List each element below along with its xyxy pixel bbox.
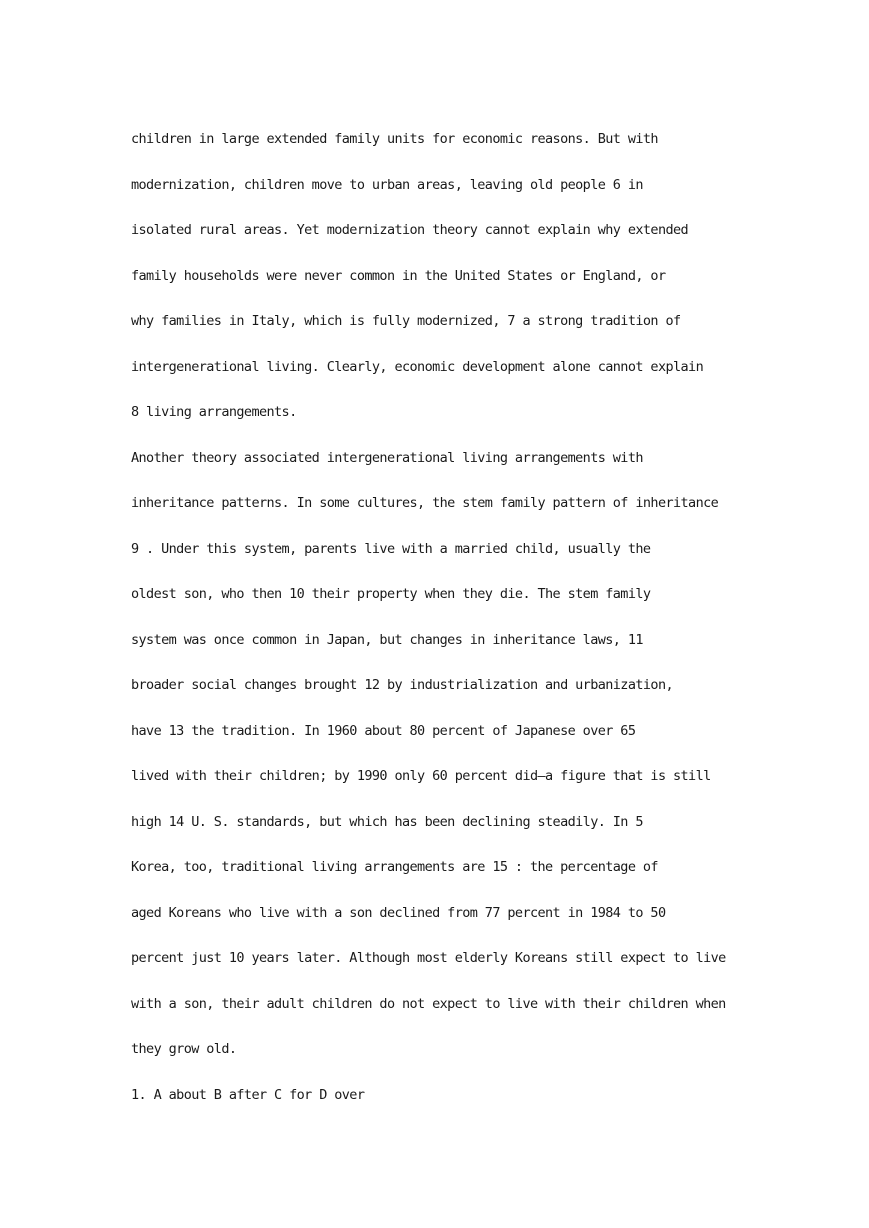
text-line: with a son, their adult children do not expect to live with their children when bbox=[131, 995, 726, 1012]
text-line: oldest son, who then 10 their property when they die. The stem family bbox=[131, 586, 651, 602]
paragraph-start-line: Another theory associated intergenerational living arrangements with bbox=[131, 449, 643, 466]
text-line: have 13 the tradition. In 1960 about 80 percent of Japanese over 65 bbox=[131, 722, 636, 739]
text-line: intergenerational living. Clearly, economic development alone cannot explain bbox=[131, 358, 704, 375]
question-options-line: 1. A about B after C for D over bbox=[131, 1086, 365, 1103]
text-line: why families in Italy, which is fully modernized, 7 a strong tradition of bbox=[131, 313, 681, 329]
text-line: modernization, children move to urban areas, leaving old people 6 in bbox=[131, 176, 643, 193]
text-line: high 14 U. S. standards, but which has been declining steadily. In 5 bbox=[131, 813, 643, 830]
text-line: 8 living arrangements. bbox=[131, 404, 297, 420]
text-line: isolated rural areas. Yet modernization theory cannot explain why extended bbox=[131, 222, 689, 238]
text-line: aged Koreans who live with a son declined from 77 percent in 1984 to 50 bbox=[131, 904, 666, 921]
text-line: they grow old. bbox=[131, 1041, 237, 1057]
text-line: system was once common in Japan, but changes in inheritance laws, 11 bbox=[131, 631, 643, 648]
text-line: lived with their children; by 1990 only 60 percent did—a figure that is still bbox=[131, 768, 711, 784]
text-line: 9 . Under this system, parents live with a married child, usually the bbox=[131, 540, 651, 557]
text-line: percent just 10 years later. Although most elderly Koreans still expect to live bbox=[131, 950, 726, 966]
text-line: inheritance patterns. In some cultures, the stem family pattern of inheritance bbox=[131, 495, 719, 511]
passage-text bbox=[131, 126, 831, 1127]
text-line: Korea, too, traditional living arrangements are 15 : the percentage of bbox=[131, 859, 658, 875]
text-line: family households were never common in the United States or England, or bbox=[131, 267, 666, 284]
text-line: broader social changes brought 12 by industrialization and urbanization, bbox=[131, 677, 673, 693]
text-line: children in large extended family units for economic reasons. But with bbox=[131, 131, 658, 147]
